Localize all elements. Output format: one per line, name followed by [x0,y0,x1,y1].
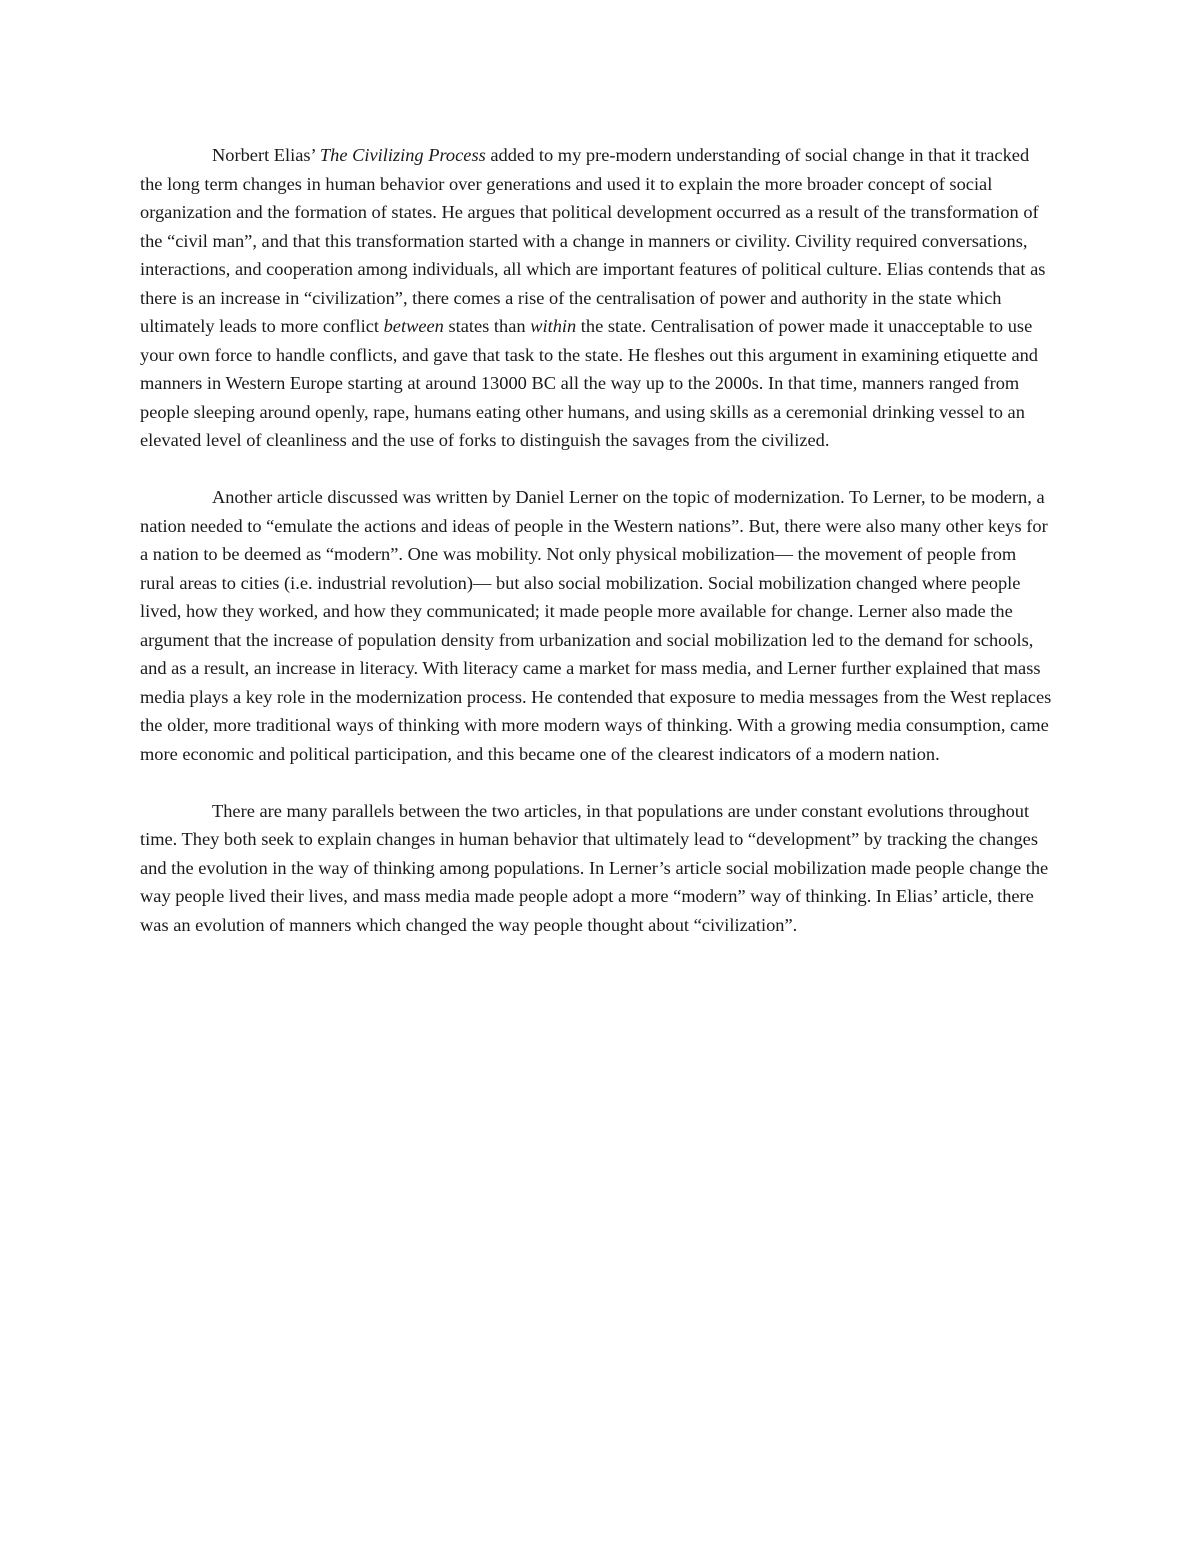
paragraph-3 [140,797,1055,940]
book-title-italic: The Civilizing Process [319,145,486,165]
text-span: Norbert Elias’ [212,145,320,165]
text-span: Another article discussed was written by Daniel Lerner on the topic of modernization. To Lerner, to be modern, a nation needed to “emulate the actions and ideas of people in the Western nations”. But, there were also many other keys for a nation to be deemed as “modern”. One was mobility. Not only physical mobilization— the movement of people from rural areas to cities (i.e. industrial revolution)— but also social mobilization. Social mobilization changed where people lived, how they worked, and how they communicated; it made people more available for change. Lerner also made the argument that the increase of population density from urbanization and social mobilization led to the demand for schools, and as a result, an increase in literacy. With literacy came a market for mass media, and Lerner further explained that mass media plays a key role in the modernization process. He contended that exposure to media messages from the West replaces the older, more traditional ways of thinking with more modern ways of thinking. With a growing media consumption, came more economic and political participation, and this became one of the clearest indicators of a modern nation. [140,487,1052,764]
emphasis-between: between [383,316,444,336]
paragraph-1 [140,141,1055,455]
text-span: the state. Centralisation of power made it unacceptable to use your own force to handle conflicts, and gave that task to the state. He fleshes out this argument in examining etiquette and manners in Western Europe starting at around 13000 BC all the way up to the 2000s. In that time, manners ranged from people sleeping around openly, rape, humans eating other humans, and using skills as a ceremonial drinking vessel to an elevated level of cleanliness and the use of forks to distinguish the savages from the civilized. [140,316,1038,450]
emphasis-within: within [530,316,577,336]
text-span: There are many parallels between the two articles, in that populations are under constant evolutions throughout time. They both seek to explain changes in human behavior that ultimately lead to “development” by tracking the changes and the evolution in the way of thinking among populations. In Lerner’s article social mobilization made people change the way people lived their lives, and mass media made people adopt a more “modern” way of thinking. In Elias’ article, there was an evolution of manners which changed the way people thought about “civilization”. [140,800,1049,935]
paragraph-2 [140,483,1055,768]
text-span: states than [443,316,531,336]
text-span: added to my pre-modern understanding of social change in that it tracked the long term changes in human behavior over generations and used it to explain the more broader concept of social organization and the formation of states. He argues that political development occurred as a result of the transformation of the “civil man”, and that this transformation started with a change in manners or civility. Civility required conversations, interactions, and cooperation among individuals, all which are important features of political culture. Elias contends that as there is an increase in “civilization”, there comes a rise of the centralisation of power and authority in the state which ultimately leads to more conflict [140,145,1046,336]
document-body [140,141,1055,939]
